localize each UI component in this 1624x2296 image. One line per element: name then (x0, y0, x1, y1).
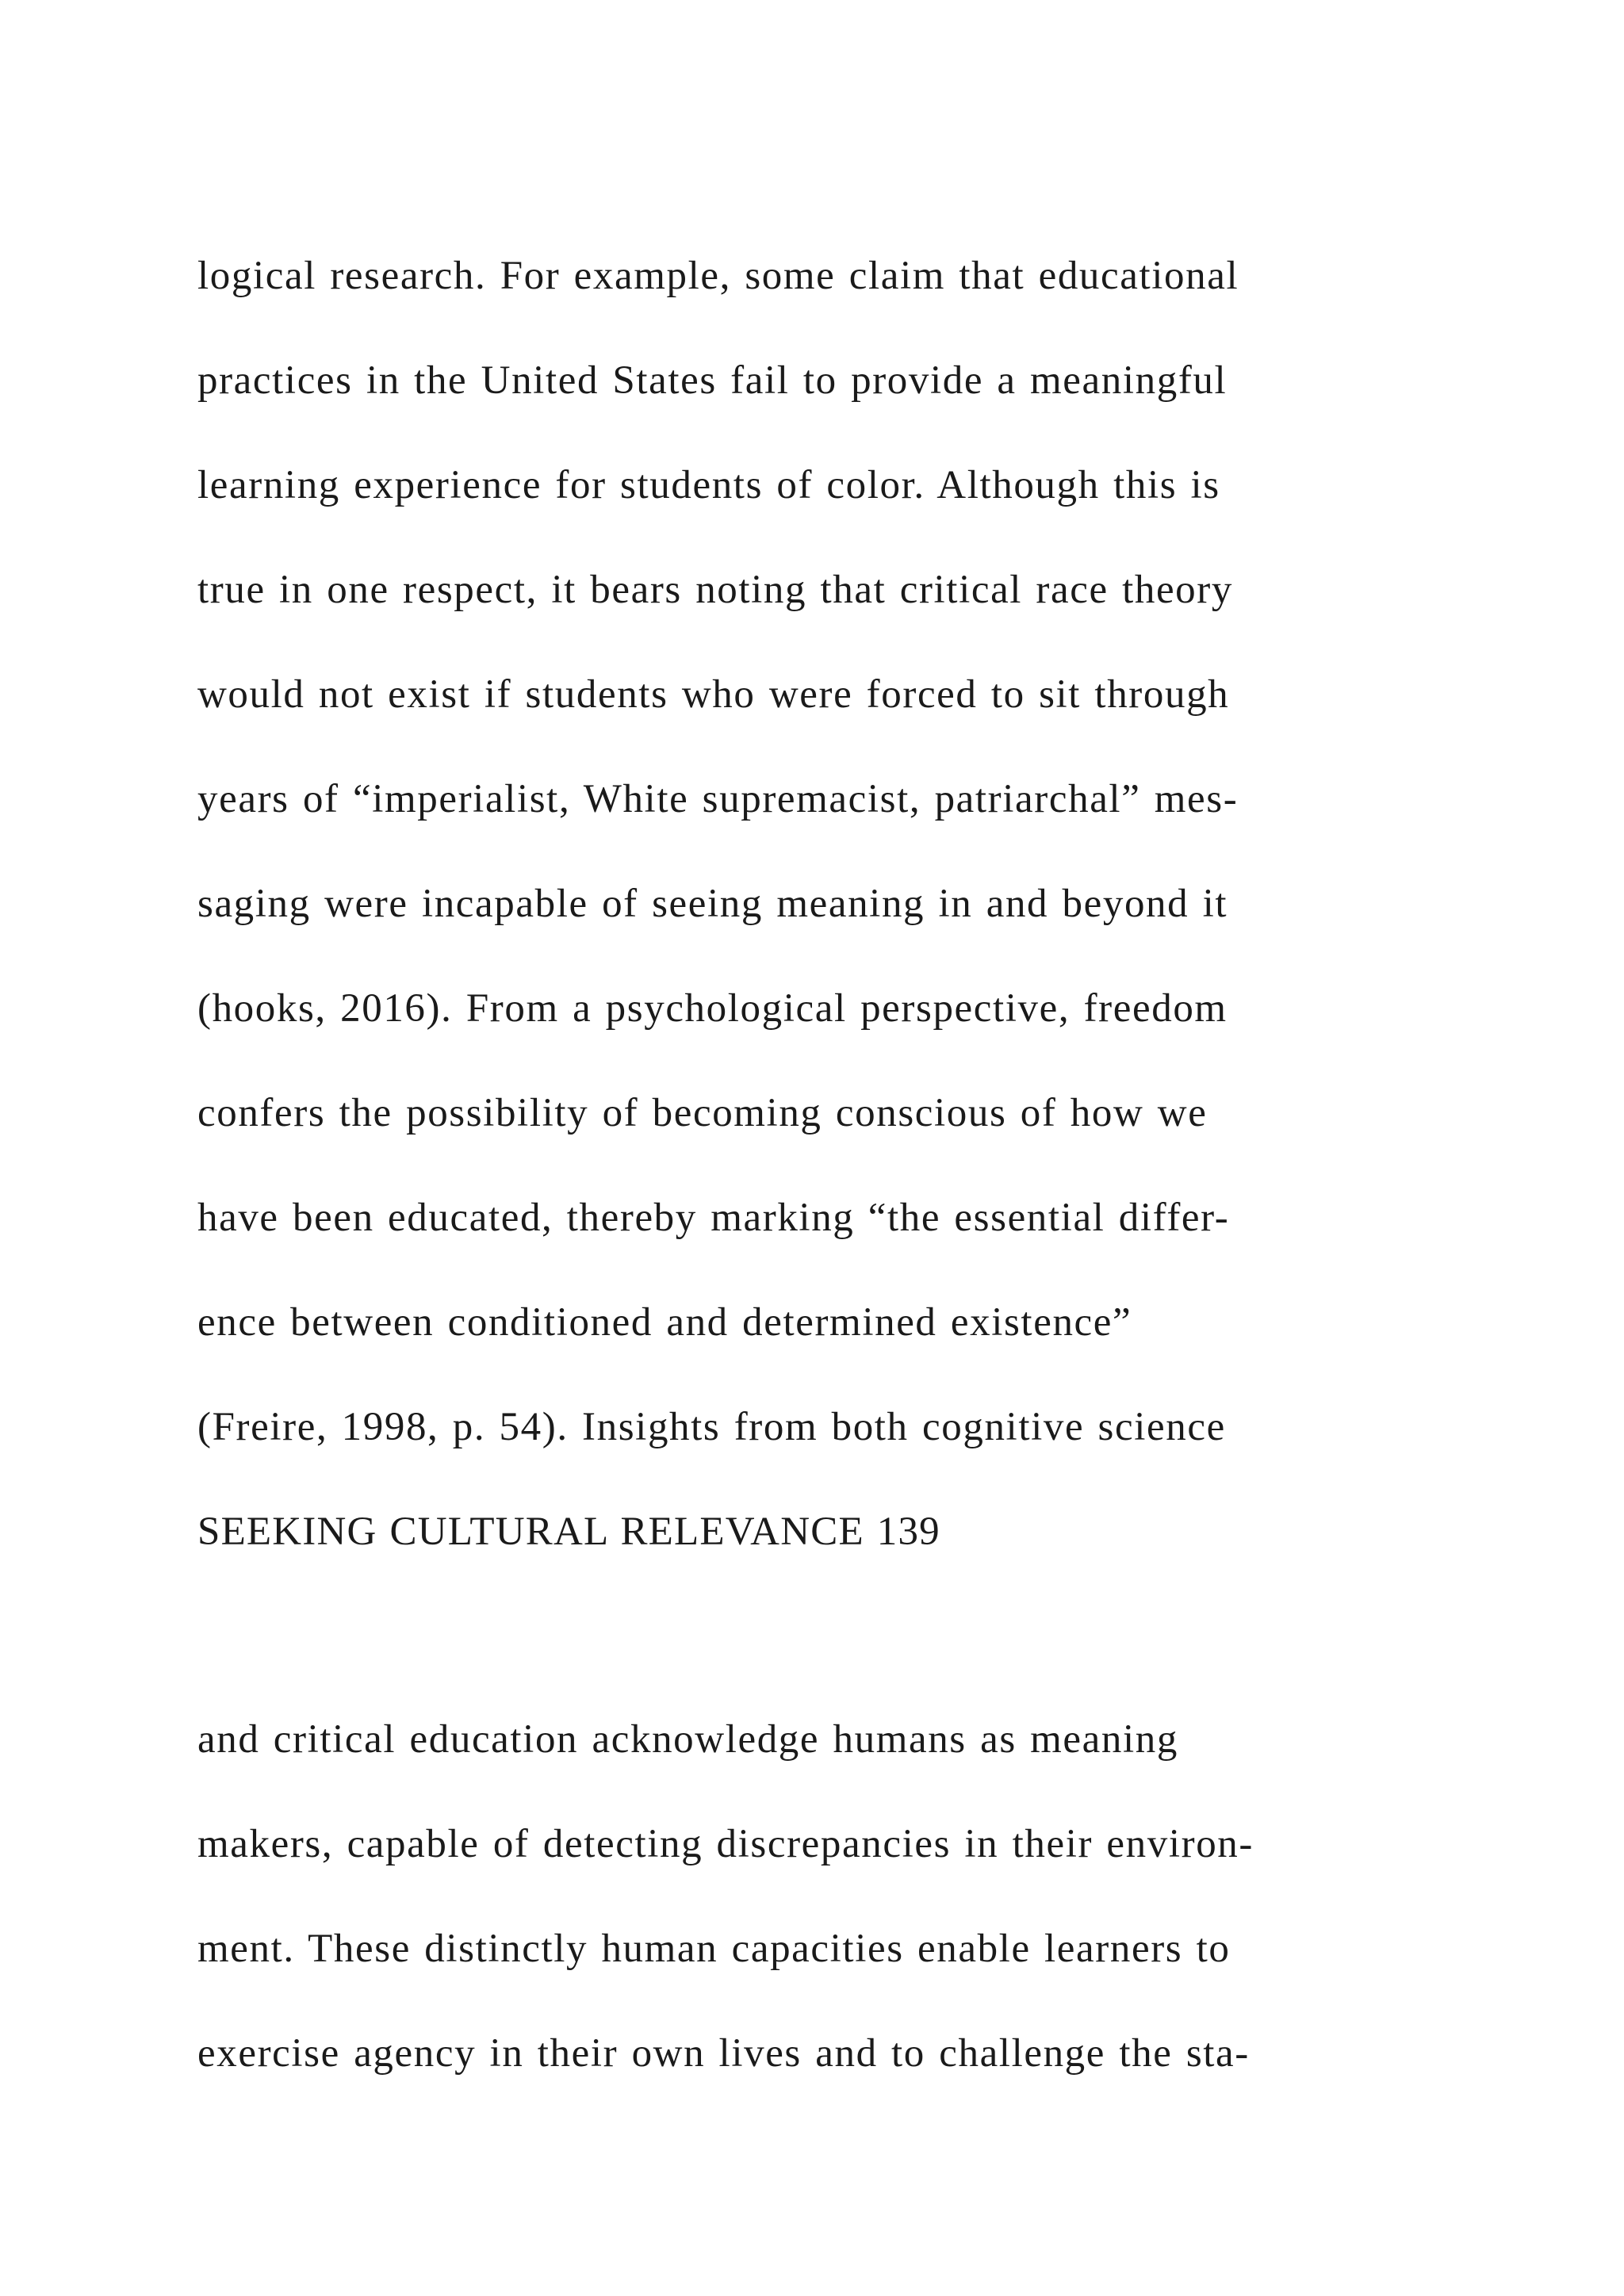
body-text-line: logical research. For example, some claim that educational (197, 254, 1239, 298)
body-text-line: true in one respect, it bears noting that critical race theory (197, 568, 1233, 612)
body-text-line: ence between conditioned and determined existence” (197, 1300, 1132, 1345)
body-text-line: (hooks, 2016). From a psychological perspective, freedom (197, 986, 1228, 1031)
body-text-line: and critical education acknowledge humans as meaning (197, 1717, 1178, 1762)
body-text-line: learning experience for students of color. Although this is (197, 463, 1220, 507)
body-text-line: makers, capable of detecting discrepancies in their environ- (197, 1822, 1254, 1866)
body-text-line: ment. These distinctly human capacities enable learners to (197, 1927, 1231, 1971)
body-text-line: (Freire, 1998, p. 54). Insights from both cognitive science (197, 1405, 1226, 1449)
body-text-line: saging were incapable of seeing meaning in and beyond it (197, 882, 1228, 926)
body-text-line: would not exist if students who were forced to sit through (197, 672, 1230, 717)
body-text-line: have been educated, thereby marking “the essential differ- (197, 1196, 1230, 1240)
body-text-line: confers the possibility of becoming conscious of how we (197, 1091, 1208, 1135)
body-text-line: exercise agency in their own lives and to challenge the sta- (197, 2031, 1250, 2076)
body-text-line: years of “imperialist, White supremacist, patriarchal” mes- (197, 777, 1239, 821)
body-text-line: practices in the United States fail to provide a meaningful (197, 358, 1228, 403)
running-header: SEEKING CULTURAL RELEVANCE 139 (197, 1510, 940, 1554)
